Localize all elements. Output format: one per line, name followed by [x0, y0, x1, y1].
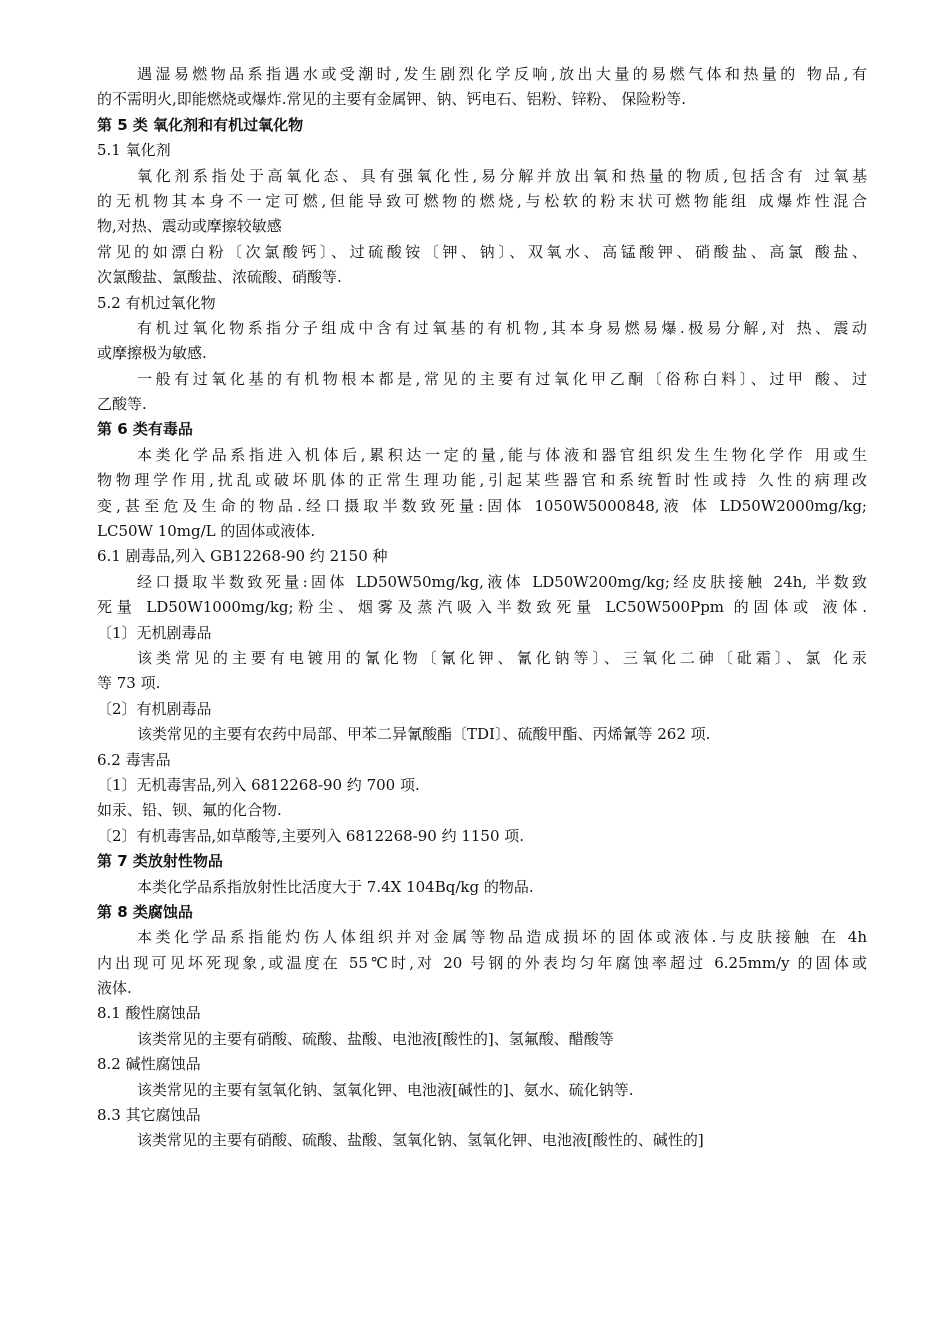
text-line: 有机过氧化物系指分子组成中含有过氧基的有机物,其本身易燃易爆.极易分解,对 热、震动 — [137, 318, 867, 337]
text-line: 等 73 项. — [97, 674, 161, 693]
text-line: 氧化剂系指处于高氧化态、具有强氧化性,易分解并放出氧和热量的物质,包括含有 过氧基 — [137, 166, 867, 185]
text-line: 本类化学品系指进入机体后,累积达一定的量,能与体液和器官组织发生生物化学作 用或生 — [137, 445, 867, 464]
section-heading: 第 6 类有毒品 — [97, 420, 193, 439]
text-line: 次氯酸盐、氯酸盐、浓硫酸、硝酸等. — [97, 268, 342, 287]
text-line: 8.2 碱性腐蚀品 — [97, 1055, 201, 1074]
text-line: 8.1 酸性腐蚀品 — [97, 1004, 201, 1023]
text-line: 8.3 其它腐蚀品 — [97, 1106, 201, 1125]
section-heading: 第 5 类 氧化剂和有机过氧化物 — [97, 115, 304, 134]
text-line: 〔2〕有机毒害品,如草酸等,主要列入 6812268-90 约 1150 项. — [97, 826, 525, 845]
text-line: 内出现可见坏死现象,或温度在 55℃时,对 20 号钢的外表均匀年腐蚀率超过 6.25mm/y 的固体或 — [97, 953, 867, 972]
text-line: 或摩擦极为敏感. — [97, 344, 207, 363]
text-line: 物,对热、震动或摩擦较敏感 — [97, 217, 282, 236]
text-line: 该类常见的主要有电镀用的氰化物〔氰化钾、氰化钠等〕、三氧化二砷〔砒霜〕、氯 化汞 — [137, 648, 867, 667]
text-line: 液体. — [97, 979, 132, 998]
text-line: 〔1〕无机毒害品,列入 6812268-90 约 700 项. — [97, 775, 420, 794]
text-line: 死量 LD50W1000mg/kg;粉尘、烟雾及蒸汽吸入半数致死量 LC50W500Ppm 的固体或 液体. — [97, 598, 867, 617]
document-body — [97, 62, 867, 1154]
text-line: 5.1 氧化剂 — [97, 141, 171, 160]
text-line: LC50W 10mg/L 的固体或液体. — [97, 522, 316, 541]
text-line: 的不需明火,即能燃烧或爆炸.常见的主要有金属钾、钠、钙电石、铝粉、锌粉、 保险粉等. — [97, 90, 687, 109]
text-line: 该类常见的主要有氢氧化钠、氢氧化钾、电池液[碱性的]、氨水、硫化钠等. — [137, 1080, 634, 1099]
text-line: 变,甚至危及生命的物品.经口摄取半数致死量:固体 1050W5000848,液 体 LD50W2000mg/kg; — [97, 496, 867, 515]
text-line: 的无机物其本身不一定可燃,但能导致可燃物的燃烧,与松软的粉末状可燃物能组 成爆炸性混合 — [97, 191, 867, 210]
text-line: 物物理学作用,扰乱或破坏肌体的正常生理功能,引起某些器官和系统暂时性或持 久性的病理改 — [97, 471, 867, 490]
text-line: 常见的如漂白粉〔次氯酸钙〕、过硫酸铵〔钾、钠〕、双氧水、高锰酸钾、硝酸盐、高氯 酸盐、 — [97, 242, 867, 261]
text-line: 乙酸等. — [97, 395, 147, 414]
text-line: 〔2〕有机剧毒品 — [97, 699, 212, 718]
text-line: 本类化学品系指能灼伤人体组织并对金属等物品造成损坏的固体或液体.与皮肤接触 在 4h — [137, 928, 867, 947]
text-line: 该类常见的主要有硝酸、硫酸、盐酸、电池液[酸性的]、氢氟酸、醋酸等 — [137, 1029, 614, 1048]
text-line: 遇湿易燃物品系指遇水或受潮时,发生剧烈化学反响,放出大量的易燃气体和热量的 物品,有 — [137, 65, 867, 83]
text-line: 本类化学品系指放射性比活度大于 7.4X 104Bq/kg 的物品. — [137, 877, 534, 896]
text-line: 6.1 剧毒品,列入 GB12268-90 约 2150 种 — [97, 547, 388, 566]
text-line: 6.2 毒害品 — [97, 750, 171, 769]
text-line: 〔1〕无机剧毒品 — [97, 623, 212, 642]
text-line: 该类常见的主要有硝酸、硫酸、盐酸、氢氧化钠、氢氧化钾、电池液[酸性的、碱性的] — [137, 1131, 704, 1150]
text-line: 5.2 有机过氧化物 — [97, 293, 216, 312]
section-heading: 第 7 类放射性物品 — [97, 852, 223, 871]
section-heading: 第 8 类腐蚀品 — [97, 902, 193, 921]
text-line: 一般有过氧化基的有机物根本都是,常见的主要有过氧化甲乙酮〔俗称白料〕、过甲 酸、过 — [137, 369, 867, 388]
text-line: 如汞、铅、钡、氟的化合物. — [97, 801, 282, 820]
text-line: 经口摄取半数致死量:固体 LD50W50mg/kg,液体 LD50W200mg/kg;经皮肤接触 24h, 半数致 — [137, 572, 867, 591]
text-line: 该类常见的主要有农药中局部、甲苯二异氰酸酯〔TDI〕、硫酸甲酯、丙烯氰等 262 项. — [137, 725, 711, 744]
